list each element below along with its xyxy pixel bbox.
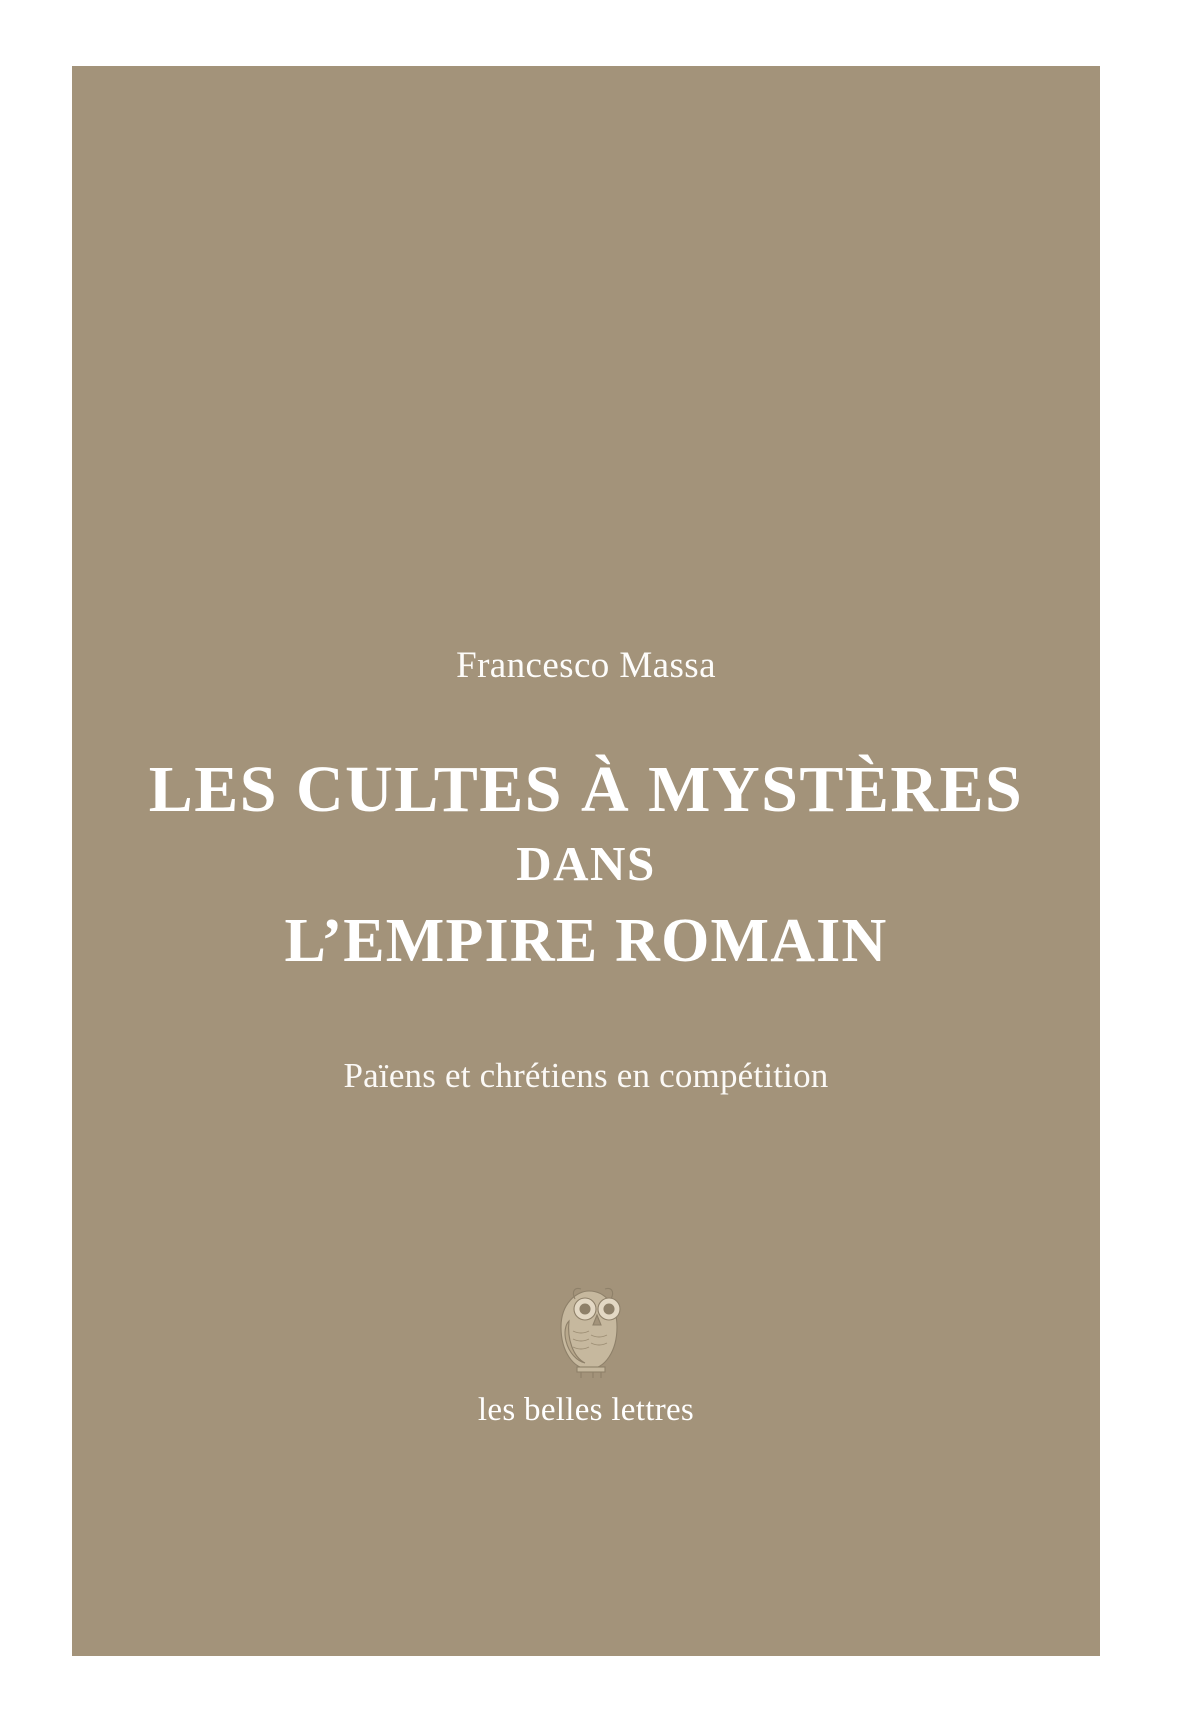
publisher-logo	[72, 1281, 1100, 1391]
cover-content	[72, 66, 1100, 1656]
publisher-name: les belles lettres	[477, 1392, 695, 1428]
owl-icon	[531, 1281, 641, 1386]
book-subtitle: Païens et chrétiens en compétition	[343, 1056, 829, 1095]
author-name: Francesco Massa	[456, 645, 716, 686]
title-line-3: L’EMPIRE ROMAIN	[284, 907, 888, 976]
book-title	[72, 753, 1100, 976]
title-line-1: LES CULTES À MYSTÈRES	[148, 753, 1024, 826]
cover-panel	[72, 66, 1100, 1656]
title-line-2: DANS	[516, 836, 656, 892]
